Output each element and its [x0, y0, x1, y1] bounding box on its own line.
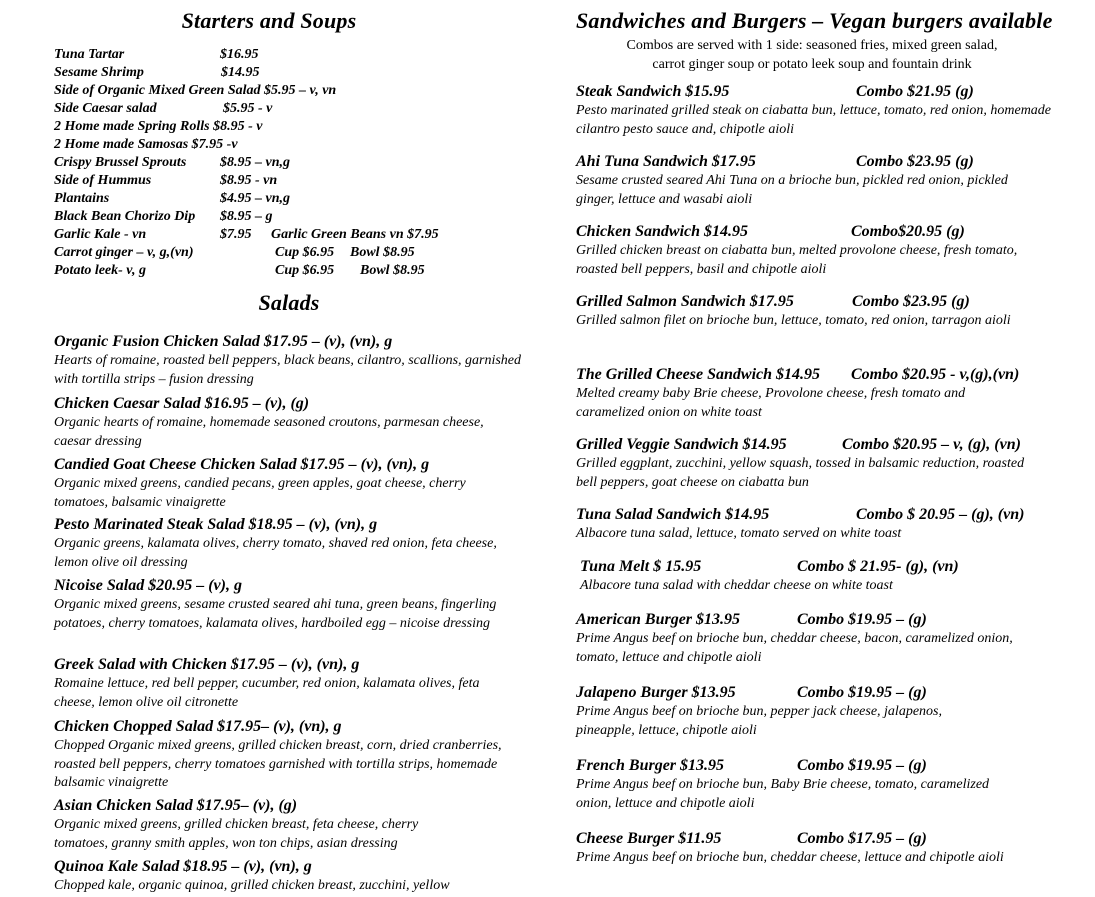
- sandwich-item: [576, 292, 1056, 331]
- starter-price: $5.95 - v: [223, 101, 273, 116]
- combo-price: Combo $ 21.95- (g), (vn): [797, 558, 959, 575]
- starter-name: Crispy Brussel Sprouts: [54, 155, 187, 170]
- starter-name: Potato leek- v, g: [54, 263, 147, 278]
- sandwich-name: Grilled Salmon Sandwich $17.95: [576, 293, 794, 310]
- sandwich-item: [576, 222, 1046, 279]
- salads-heading: Salads: [258, 290, 320, 315]
- soup-bowl-price: Bowl $8.95: [360, 263, 425, 278]
- starter-price: $4.95 – vn,g: [220, 191, 290, 206]
- combo-price: Combo $20.95 - v,(g),(vn): [851, 366, 1020, 383]
- sandwich-description: Melted creamy baby Brie cheese, Provolone cheese, fresh tomato and caramelized onion on white toast: [576, 386, 966, 420]
- combo-price: Combo $23.95 (g): [856, 153, 974, 170]
- salad-item: [54, 655, 514, 712]
- sandwich-item: [576, 557, 1056, 596]
- salad-name: Quinoa Kale Salad $18.95 – (v), (vn), g: [54, 858, 312, 875]
- combo-price: Combo $20.95 – v, (g), (vn): [842, 436, 1021, 453]
- sandwich-description: Prime Angus beef on brioche bun, cheddar cheese, bacon, caramelized onion, tomato, lettuce and chipotle aioli: [576, 631, 1013, 665]
- starter-name: 2 Home made Spring Rolls $8.95 - v: [54, 119, 263, 134]
- starters-heading: Starters and Soups: [181, 8, 357, 33]
- sandwich-name: Ahi Tuna Sandwich $17.95: [576, 153, 756, 170]
- salad-item: [54, 455, 516, 512]
- starter-name: Plantains: [54, 191, 110, 206]
- sandwich-description: Grilled chicken breast on ciabatta bun, melted provolone cheese, fresh tomato, roasted bell peppers, basil and chipotle aioli: [576, 243, 1018, 277]
- salad-description: Organic greens, kalamata olives, cherry tomato, shaved red onion, feta cheese, lemon olive oil dressing: [54, 536, 497, 570]
- combo-intro-line-2: carrot ginger soup or potato leek soup and fountain drink: [652, 57, 972, 72]
- starter-name: Side of Organic Mixed Green Salad $5.95 – v, vn: [54, 83, 337, 98]
- soup-cup-price: Cup $6.95: [275, 263, 335, 278]
- salad-name: Pesto Marinated Steak Salad $18.95 – (v), (vn), g: [54, 516, 378, 533]
- salad-description: Hearts of romaine, roasted bell peppers, black beans, cilantro, scallions, garnished with tortilla strips – fusion dressing: [54, 353, 522, 387]
- combo-price: Combo $19.95 – (g): [797, 757, 927, 774]
- sandwich-name: Grilled Veggie Sandwich $14.95: [576, 436, 787, 453]
- starter-price: $8.95 - vn: [220, 173, 278, 188]
- sandwich-item: [576, 505, 1056, 544]
- combo-price: Combo $17.95 – (g): [797, 830, 927, 847]
- starter-price: $14.95: [221, 65, 260, 80]
- salad-item: [54, 576, 514, 633]
- combo-price: Combo $ 20.95 – (g), (vn): [856, 506, 1025, 523]
- sandwich-description: Prime Angus beef on brioche bun, pepper jack cheese, jalapenos, pineapple, lettuce, chipotle aioli: [576, 704, 942, 738]
- starter-name: Sesame Shrimp: [54, 65, 144, 80]
- sandwich-description: Albacore tuna salad with cheddar cheese on white toast: [580, 578, 893, 593]
- combo-price: Combo $19.95 – (g): [797, 684, 927, 701]
- starter-name: Black Bean Chorizo Dip: [54, 209, 196, 224]
- starter-name: 2 Home made Samosas $7.95 -v: [54, 137, 238, 152]
- combo-price: Combo $19.95 – (g): [797, 611, 927, 628]
- salad-description: Organic mixed greens, sesame crusted seared ahi tuna, green beans, fingerling potatoes, cherry tomatoes, kalamata olives, hardboiled egg – nicoise dressing: [54, 597, 497, 631]
- starter-name: Side of Hummus: [54, 173, 152, 188]
- sandwich-name: Chicken Sandwich $14.95: [576, 223, 749, 240]
- sandwich-description: Pesto marinated grilled steak on ciabatta bun, lettuce, tomato, red onion, homemade cilantro pesto sauce and, chipotle aioli: [576, 103, 1052, 137]
- salad-name: Asian Chicken Salad $17.95– (v), (g): [54, 797, 298, 814]
- salad-name: Nicoise Salad $20.95 – (v), g: [54, 577, 242, 594]
- sandwich-name: Tuna Melt $ 15.95: [580, 558, 702, 575]
- salad-item: [54, 717, 524, 793]
- sandwich-name: Jalapeno Burger $13.95: [576, 684, 736, 701]
- combo-intro-line-1: Combos are served with 1 side: seasoned fries, mixed green salad,: [626, 38, 998, 53]
- combo-price: Combo $23.95 (g): [852, 293, 970, 310]
- salad-item: [54, 857, 524, 896]
- sandwich-item: [576, 435, 1046, 492]
- combo-price: Combo$20.95 (g): [851, 223, 965, 240]
- sandwich-item: [576, 829, 1036, 868]
- sandwich-item: [576, 152, 1036, 209]
- soup-bowl-price: Bowl $8.95: [350, 245, 415, 260]
- sandwich-item: [576, 683, 996, 740]
- salad-name: Chicken Caesar Salad $16.95 – (v), (g): [54, 395, 310, 412]
- combo-price: Combo $21.95 (g): [856, 83, 974, 100]
- starter-name: Garlic Kale - vn: [54, 227, 147, 242]
- salad-description: Organic hearts of romaine, homemade seasoned croutons, parmesan cheese, caesar dressing: [54, 415, 484, 449]
- starter-price: $8.95 – vn,g: [220, 155, 290, 170]
- sandwich-item: [576, 756, 1026, 813]
- sandwich-name: American Burger $13.95: [576, 611, 741, 628]
- salad-name: Greek Salad with Chicken $17.95 – (v), (vn), g: [54, 656, 360, 673]
- sandwich-item: [576, 365, 1026, 422]
- sandwich-description: Prime Angus beef on brioche bun, cheddar cheese, lettuce and chipotle aioli: [576, 850, 1004, 865]
- salad-item: [54, 796, 474, 853]
- salad-name: Candied Goat Cheese Chicken Salad $17.95 – (v), (vn), g: [54, 456, 430, 473]
- starter-price: $7.95: [220, 227, 252, 242]
- soup-cup-price: Cup $6.95: [275, 245, 335, 260]
- sandwich-name: French Burger $13.95: [576, 757, 725, 774]
- sandwich-item: [576, 82, 1056, 139]
- sandwich-item: [576, 610, 1026, 667]
- starter-price: $8.95 – g: [220, 209, 273, 224]
- sandwiches-heading: Sandwiches and Burgers – Vegan burgers available: [576, 8, 1053, 33]
- sandwich-name: Cheese Burger $11.95: [576, 830, 722, 847]
- combo-intro: [576, 36, 1048, 74]
- salad-description: Chopped kale, organic quinoa, grilled chicken breast, zucchini, yellow: [54, 878, 450, 893]
- sandwich-description: Sesame crusted seared Ahi Tuna on a brioche bun, pickled red onion, pickled ginger, lettuce and wasabi aioli: [576, 173, 1008, 207]
- salad-description: Organic mixed greens, candied pecans, green apples, goat cheese, cherry tomatoes, balsamic vinaigrette: [54, 476, 466, 510]
- salad-name: Chicken Chopped Salad $17.95– (v), (vn), g: [54, 718, 342, 735]
- sandwich-description: Albacore tuna salad, lettuce, tomato served on white toast: [576, 526, 902, 541]
- sandwich-description: Prime Angus beef on brioche bun, Baby Brie cheese, tomato, caramelized onion, lettuce and chipotle aioli: [576, 777, 990, 811]
- sandwich-name: Tuna Salad Sandwich $14.95: [576, 506, 770, 523]
- salad-item: [54, 515, 504, 572]
- starter-name: Tuna Tartar: [54, 47, 125, 62]
- sandwich-name: Steak Sandwich $15.95: [576, 83, 730, 100]
- salad-description: Organic mixed greens, grilled chicken breast, feta cheese, cherry tomatoes, granny smith apples, won ton chips, asian dressing: [54, 817, 419, 851]
- sandwich-name: The Grilled Cheese Sandwich $14.95: [576, 366, 821, 383]
- starter-extra: Garlic Green Beans vn $7.95: [271, 227, 439, 242]
- salad-description: Romaine lettuce, red bell pepper, cucumber, red onion, kalamata olives, feta cheese, lemon olive oil citronette: [54, 676, 480, 710]
- salad-item: [54, 332, 524, 389]
- starter-price: $16.95: [220, 47, 259, 62]
- salad-item: [54, 394, 499, 451]
- starter-name: Carrot ginger – v, g,(vn): [54, 245, 194, 260]
- salad-description: Chopped Organic mixed greens, grilled chicken breast, corn, dried cranberries, roasted bell peppers, cherry tomatoes garnished with tortilla strips, homemade balsamic vinaigrette: [54, 738, 502, 790]
- salad-name: Organic Fusion Chicken Salad $17.95 – (v), (vn), g: [54, 333, 393, 350]
- sandwich-description: Grilled eggplant, zucchini, yellow squash, tossed in balsamic reduction, roasted bell peppers, goat cheese on ciabatta bun: [576, 456, 1025, 490]
- starter-name: Side Caesar salad: [54, 101, 157, 116]
- sandwich-description: Grilled salmon filet on brioche bun, lettuce, tomato, red onion, tarragon aioli: [576, 313, 1011, 328]
